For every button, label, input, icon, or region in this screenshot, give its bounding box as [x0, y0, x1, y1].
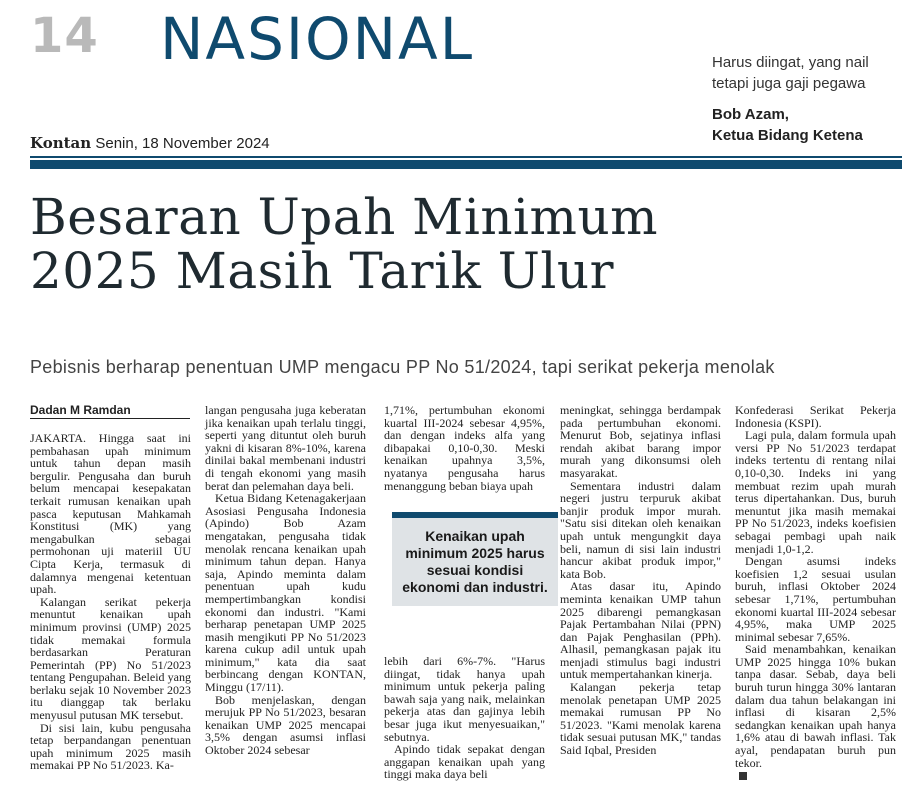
- brand-name: Kontan: [30, 134, 92, 152]
- article-subhead: Pebisnis berharap penentuan UMP mengacu PP No 51/2024, tapi serikat pekerja menolak: [30, 357, 775, 377]
- paragraph: JAKARTA. Hingga saat ini pembahasan upah minimum untuk tahun depan masih bergulir. Pengusaha dan buruh belum mencapai kesepakatan terkait rumusan kenaikan upah pasca keputusan Mahkamah Konstitusi (MK) yang mengabulkan sebagai permohonan uji materiil UU Cipta Kerja, termasuk di dalamnya mengenai ketentuan upah.: [30, 431, 191, 597]
- pull-quote: Kenaikan upah minimum 2025 harus sesuai kondisi ekonomi dan industri.: [392, 512, 558, 606]
- headline-line: Besaran Upah Minimum: [30, 188, 659, 246]
- paragraph: Dengan asumsi indeks koefisien 1,2 sesuai usulan buruh, inflasi Oktober 2024 sebesar 1,71%, pertumbuhan ekonomi kuartal III-2024 sebesar 4,95%, maka UMP 2025 minimal sebesar 7,65%.: [735, 554, 896, 644]
- byline: Dadan M Ramdan: [30, 403, 131, 417]
- paragraph: meningkat, sehingga berdampak pada pertumbuhan ekonomi. Menurut Bob, sejatinya inflasi rendah akibat barang impor murah yang dikonsumsi oleh masyarakat.: [560, 403, 721, 480]
- page-number: 14: [30, 8, 99, 64]
- header-divider-thick: [30, 160, 902, 169]
- paragraph: Kalangan pekerja tetap menolak penetapan UMP 2025 memakai rumusan PP No 51/2023. "Kami menolak karena tidak sesuai putusan MK," tandas Said Iqbal, Presiden: [560, 680, 721, 758]
- paragraph: 1,71%, pertumbuhan ekonomi kuartal III-2024 sebesar 4,95%, dan dengan indeks alfa yang dibapakai 0,10-0,30. Meski kenaikan upahnya 3,5%, nyatanya pengusaha harus menanggung beban biaya upah: [384, 403, 545, 493]
- paragraph: lebih dari 6%-7%. "Harus diingat, tidak hanya upah minimum untuk pekerja paling bawah saja yang naik, melainkan pekerja atas dan gajinya lebih besar juga ikut menyesuaikan," sebutnya.: [384, 654, 545, 744]
- paragraph: Said menambahkan, kenaikan UMP 2025 hingga 10% bukan tanpa dasar. Sebab, daya beli buruh turun hingga 30% lantaran dalam dua tahun belakangan ini inflasi di kisaran 2,5% sedangkan kenaikan upah hanya 1,6% atau di bawah inflasi. Tak ayal, pendapatan buruh pun tekor.: [735, 642, 896, 770]
- article-column-5: [735, 404, 896, 782]
- header-quote-line: tetapi juga gaji pegawa: [712, 75, 866, 92]
- paragraph: Sementara industri dalam negeri justru terpuruk akibat banjir produk impor murah. "Satu sisi ditekan oleh kenaikan upah untuk mengungkit daya beli, namun di sisi lain industri hancur akibat produk impor," kata Bob.: [560, 478, 721, 581]
- quote-author-title: Ketua Bidang Ketena: [712, 127, 863, 144]
- paragraph: Apindo tidak sepakat dengan anggapan kenaikan upah yang tinggi maka daya beli: [384, 742, 545, 782]
- byline-divider: [30, 418, 190, 419]
- article-column-2: [205, 404, 366, 757]
- paragraph: Atas dasar itu, Apindo meminta kenaikan UMP tahun 2025 dibarengi pemangkasan Pajak Pertambahan Nilai (PPN) dan Pajak Penghasilan (PPh). Alhasil, pemangkasan pajak itu menjadi stimulus bagi industri untuk mempertahankan kinerja.: [560, 579, 721, 682]
- end-of-article-mark: [739, 772, 747, 780]
- header-divider-thin: [30, 156, 902, 158]
- masthead: [30, 134, 270, 152]
- header-quote: [712, 52, 902, 94]
- article-column-4: [560, 404, 721, 757]
- paragraph: Di sisi lain, kubu pengusaha tetap berpandangan penentuan upah minimum 2025 masih memakai PP No 51/2023. Ka-: [30, 720, 191, 773]
- article-column-3-top: [384, 404, 545, 492]
- paragraph: Lagi pula, dalam formula upah versi PP No 51/2023 terdapat indeks tertentu di rentang nilai 0,10-0,30. Indeks ini yang membuat rezim upah murah terus dipertahankan. Dus, buruh menuntut jika masih memakai PP No 51/2023, indeks koefisien sebagai pembagi upah naik menjadi 1,0-1,2.: [735, 428, 896, 556]
- paragraph: Ketua Bidang Ketenagakerjaan Asosiasi Pengusaha Indonesia (Apindo) Bob Azam mengatakan, pengusaha tidak menolak rencana kenaikan upah minimum tahun depan. Hanya saja, Apindo meminta dalam penentuan upah kudu mempertimbangkan kondisi ekonomi dan industri. "Kami berharap penetapan UMP 2025 masih mengikuti PP No 51/2023 karena cukup adil untuk upah minimum," kata dia saat berbincang dengan KONTAN, Minggu (17/11).: [205, 491, 366, 695]
- headline-line: 2025 Masih Tarik Ulur: [30, 242, 614, 300]
- article-headline: [30, 190, 890, 298]
- quote-author-name: Bob Azam,: [712, 106, 789, 123]
- article-column-3-bottom: [384, 655, 545, 781]
- section-title: NASIONAL: [160, 5, 475, 73]
- paragraph: Kalangan serikat pekerja menuntut kenaikan upah minimum provinsi (UMP) 2025 tidak memakai formula berdasarkan Peraturan Pemerintah (PP) No 51/2023 tentang Pengupahan. Beleid yang berlaku sejak 10 November 2023 itu dianggap tak berlaku menyusul putusan MK tersebut.: [30, 594, 191, 723]
- header-quote-author: [712, 104, 902, 146]
- paragraph: langan pengusaha juga keberatan jika kenaikan upah terlalu tinggi, seperti yang dituntut oleh buruh yakni di kisaran 8%-10%, karena dinilai bakal membenani industri di tengah ekonomi yang masih berat dan pelemahan daya beli.: [205, 403, 366, 493]
- issue-date: Senin, 18 November 2024: [95, 135, 270, 152]
- paragraph: Konfederasi Serikat Pekerja Indonesia (KSPI).: [735, 403, 896, 430]
- header-quote-line: Harus diingat, yang nail: [712, 54, 869, 71]
- article-column-1: [30, 432, 191, 772]
- paragraph: Bob menjelaskan, dengan merujuk PP No 51/2023, besaran kenaikan UMP 2025 mencapai 3,5% dengan asumsi inflasi Oktober 2024 sebesar: [205, 692, 366, 758]
